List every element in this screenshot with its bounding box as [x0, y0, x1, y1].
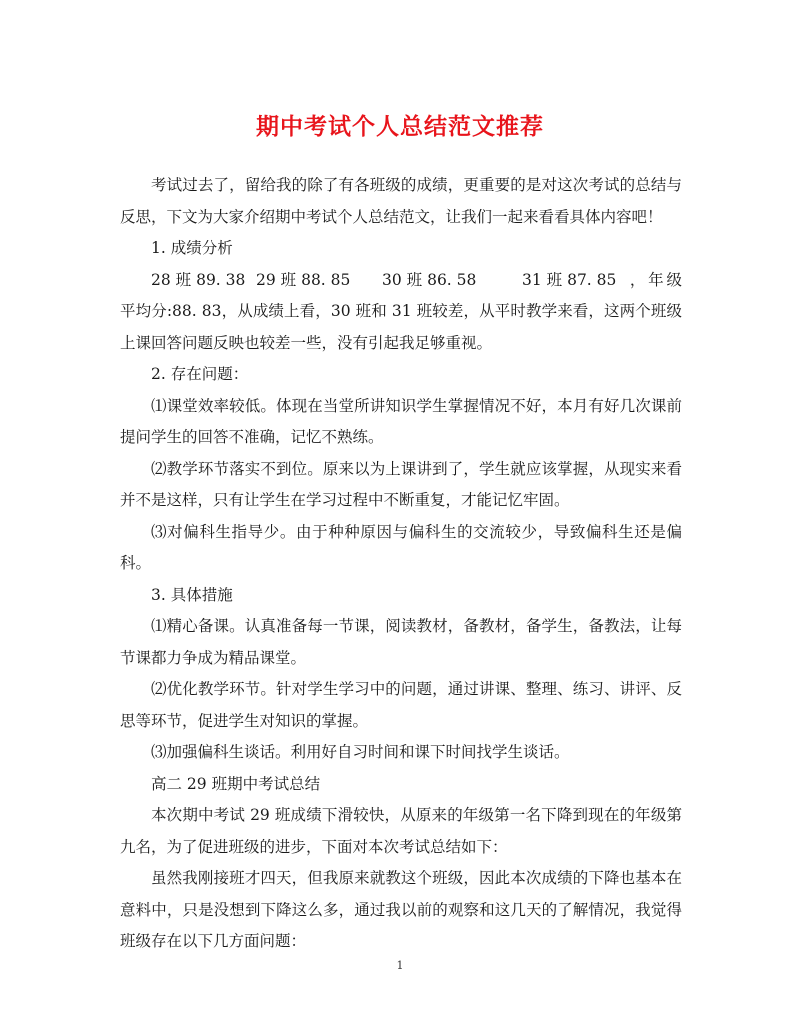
score-class-31: 31 班 87. 85 [522, 270, 617, 289]
page-title: 期中考试个人总结范文推荐 [256, 113, 544, 140]
section-heading-measures: 3. 具体措施 [151, 585, 233, 604]
section-heading-problems: 2. 存在问题： [151, 365, 249, 383]
intro-paragraph: 考试过去了，留给我的除了有各班级的成绩，更重要的是对这次考试的总结与反思，下文为大家介绍期中考试个人总结范文，让我们一起来看看具体内容吧！ [120, 176, 682, 226]
summary-paragraph-1: 本次期中考试 29 班成绩下滑较快，从原来的年级第一名下降到现在的年级第九名，为了促进班级的进步，下面对本次考试总结如下： [120, 806, 682, 856]
summary-paragraph-2: 虽然我刚接班才四天，但我原来就教这个班级，因此本次成绩的下降也基本在意料中，只是没想到下降这么多，通过我以前的观察和这几天的了解情况，我觉得班级存在以下几方面问题： [120, 869, 682, 950]
measure-item-3: ⑶加强偏科生谈话。利用好自习时间和课下时间找学生谈话。 [151, 743, 570, 761]
section-heading-class-29-summary: 高二 29 班期中考试总结 [151, 774, 321, 793]
score-class-30: 30 班 86. 58 [382, 270, 477, 289]
page-number: 1 [396, 959, 404, 972]
problem-item-3: ⑶对偏科生指导少。由于种种原因与偏科生的交流较少，导致偏科生还是偏科。 [120, 522, 682, 572]
measure-item-1: ⑴精心备课。认真准备每一节课，阅读教材，备教材，备学生，备教法，让每节课都力争成为精品课堂。 [120, 617, 682, 667]
score-paragraph [120, 265, 682, 360]
score-class-29: 29 班 88. 85 [256, 270, 351, 289]
score-summary-text: ，年级平均分:88. 83，从成绩上看，30 班和 31 班较差，从平时教学来看，这两个班级上课回答问题反映也较差一些，没有引起我足够重视。 [120, 270, 682, 352]
problem-item-1: ⑴课堂效率较低。体现在当堂所讲知识学生掌握情况不好，本月有好几次课前提问学生的回答不准确，记忆不熟练。 [120, 396, 682, 446]
section-heading-score-analysis: 1. 成绩分析 [151, 239, 233, 257]
measure-item-2: ⑵优化教学环节。针对学生学习中的问题，通过讲课、整理、练习、讲评、反思等环节，促进学生对知识的掌握。 [120, 680, 682, 730]
score-class-28: 28 班 89. 38 [151, 270, 246, 289]
problem-item-2: ⑵教学环节落实不到位。原来以为上课讲到了，学生就应该掌握，从现实来看并不是这样，只有让学生在学习过程中不断重复，才能记忆牢固。 [120, 459, 682, 509]
document-body [120, 170, 682, 958]
